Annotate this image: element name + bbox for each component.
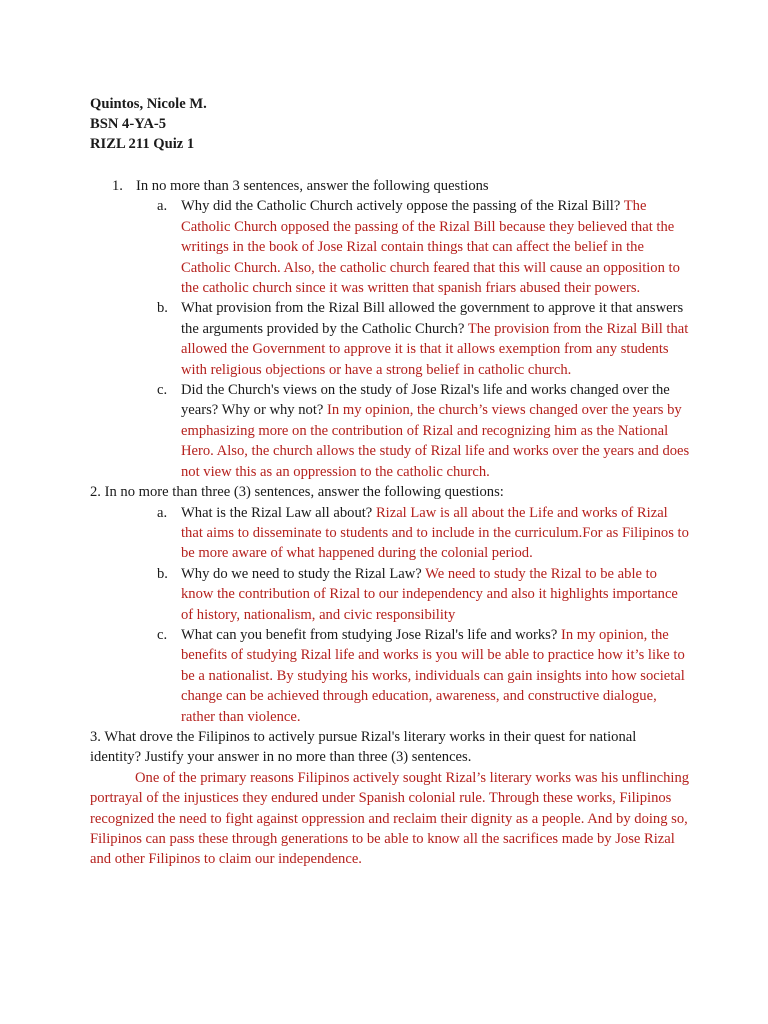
item-question: What provision from the Rizal Bill allowed the government to approve it that answers the arguments provided by the Catholic Church? bbox=[181, 300, 684, 337]
question-number: 3. bbox=[90, 728, 101, 745]
question-prompt: In no more than three (3) sentences, answer the following questions: bbox=[104, 484, 504, 501]
student-name: Quintos, Nicole M. bbox=[90, 96, 207, 112]
item-question: Why do we need to study the Rizal Law? bbox=[181, 565, 422, 582]
question-2a bbox=[90, 503, 690, 564]
question-1a bbox=[90, 196, 690, 298]
item-question: What is the Rizal Law all about? bbox=[181, 504, 373, 521]
item-letter: c. bbox=[157, 626, 168, 643]
question-3 bbox=[90, 727, 690, 768]
item-letter: c. bbox=[157, 382, 168, 399]
question-1 bbox=[90, 176, 690, 196]
question-prompt: In no more than 3 sentences, answer the following questions bbox=[136, 178, 489, 194]
item-letter: b. bbox=[157, 565, 168, 582]
item-answer: The Catholic Church opposed the passing of the Rizal Bill because they believed that the writings in the book of Jose Rizal contain things that can affect the belief in the Catholic Church. Also, the catholic church feared that this will cause an opposition to the catholic church since it was written that spanish friars abused their powers. bbox=[181, 198, 680, 297]
question-3-answer: One of the primary reasons Filipinos actively sought Rizal’s literary works was his unflinching portrayal of the injustices they endured under Spanish colonial rule. Through these works, Filipinos recognized the need to fight against oppression and reclaim their dignity as a people. And by doing so, Filipinos can pass these through generations to be able to know all the sacrifices made by Jose Rizal and other Filipinos to claim our independence. bbox=[90, 769, 690, 868]
item-answer: We need to study the Rizal to be able to know the contribution of Rizal to our independency and also it highlights importance of history, nationalism, and civic responsibility bbox=[181, 565, 678, 623]
item-question: Why did the Catholic Church actively oppose the passing of the Rizal Bill? bbox=[181, 198, 621, 215]
question-prompt: What drove the Filipinos to actively pursue Rizal's literary works in their quest for national identity? Justify your answer in no more than three (3) sentences. bbox=[90, 728, 637, 766]
question-number: 2. bbox=[90, 484, 101, 501]
item-letter: a. bbox=[157, 504, 168, 521]
question-1b bbox=[90, 298, 690, 380]
student-section: BSN 4-YA-5 bbox=[90, 116, 167, 132]
item-answer: In my opinion, the benefits of studying Rizal life and works is you will be able to practice how it’s like to be a nationalist. By studying his works, individuals can gain insights into how societal change can be achieved through education, awareness, and constructive dialogue, rather than violence. bbox=[181, 626, 685, 725]
item-question: What can you benefit from studying Jose Rizal's life and works? bbox=[181, 626, 558, 643]
item-answer: Rizal Law is all about the Life and works of Rizal that aims to disseminate to students and to include in the curriculum.For as Filipinos to be more aware of what happened during the colonial period. bbox=[181, 504, 689, 562]
item-answer: In my opinion, the church’s views changed over the years by emphasizing more on the contribution of Rizal and recognizing him as the National Hero. Also, the church allows the study of Rizal life and works over the years and does not view this as an oppression to the catholic church. bbox=[181, 402, 690, 480]
question-2b bbox=[90, 564, 690, 625]
student-header bbox=[90, 94, 207, 154]
question-2 bbox=[90, 482, 690, 502]
question-number: 1. bbox=[112, 178, 123, 194]
item-answer: The provision from the Rizal Bill that allowed the Government to approve it is that it allows exemption from any students with religious objections or have a strong belief in catholic church. bbox=[181, 320, 689, 378]
question-2c bbox=[90, 625, 690, 727]
item-letter: b. bbox=[157, 300, 168, 317]
item-letter: a. bbox=[157, 198, 168, 215]
course-title: RIZL 211 Quiz 1 bbox=[90, 136, 195, 152]
question-1c bbox=[90, 380, 690, 482]
quiz-body bbox=[90, 174, 690, 870]
item-question: Did the Church's views on the study of Jose Rizal's life and works changed over the years? Why or why not? bbox=[181, 382, 670, 419]
